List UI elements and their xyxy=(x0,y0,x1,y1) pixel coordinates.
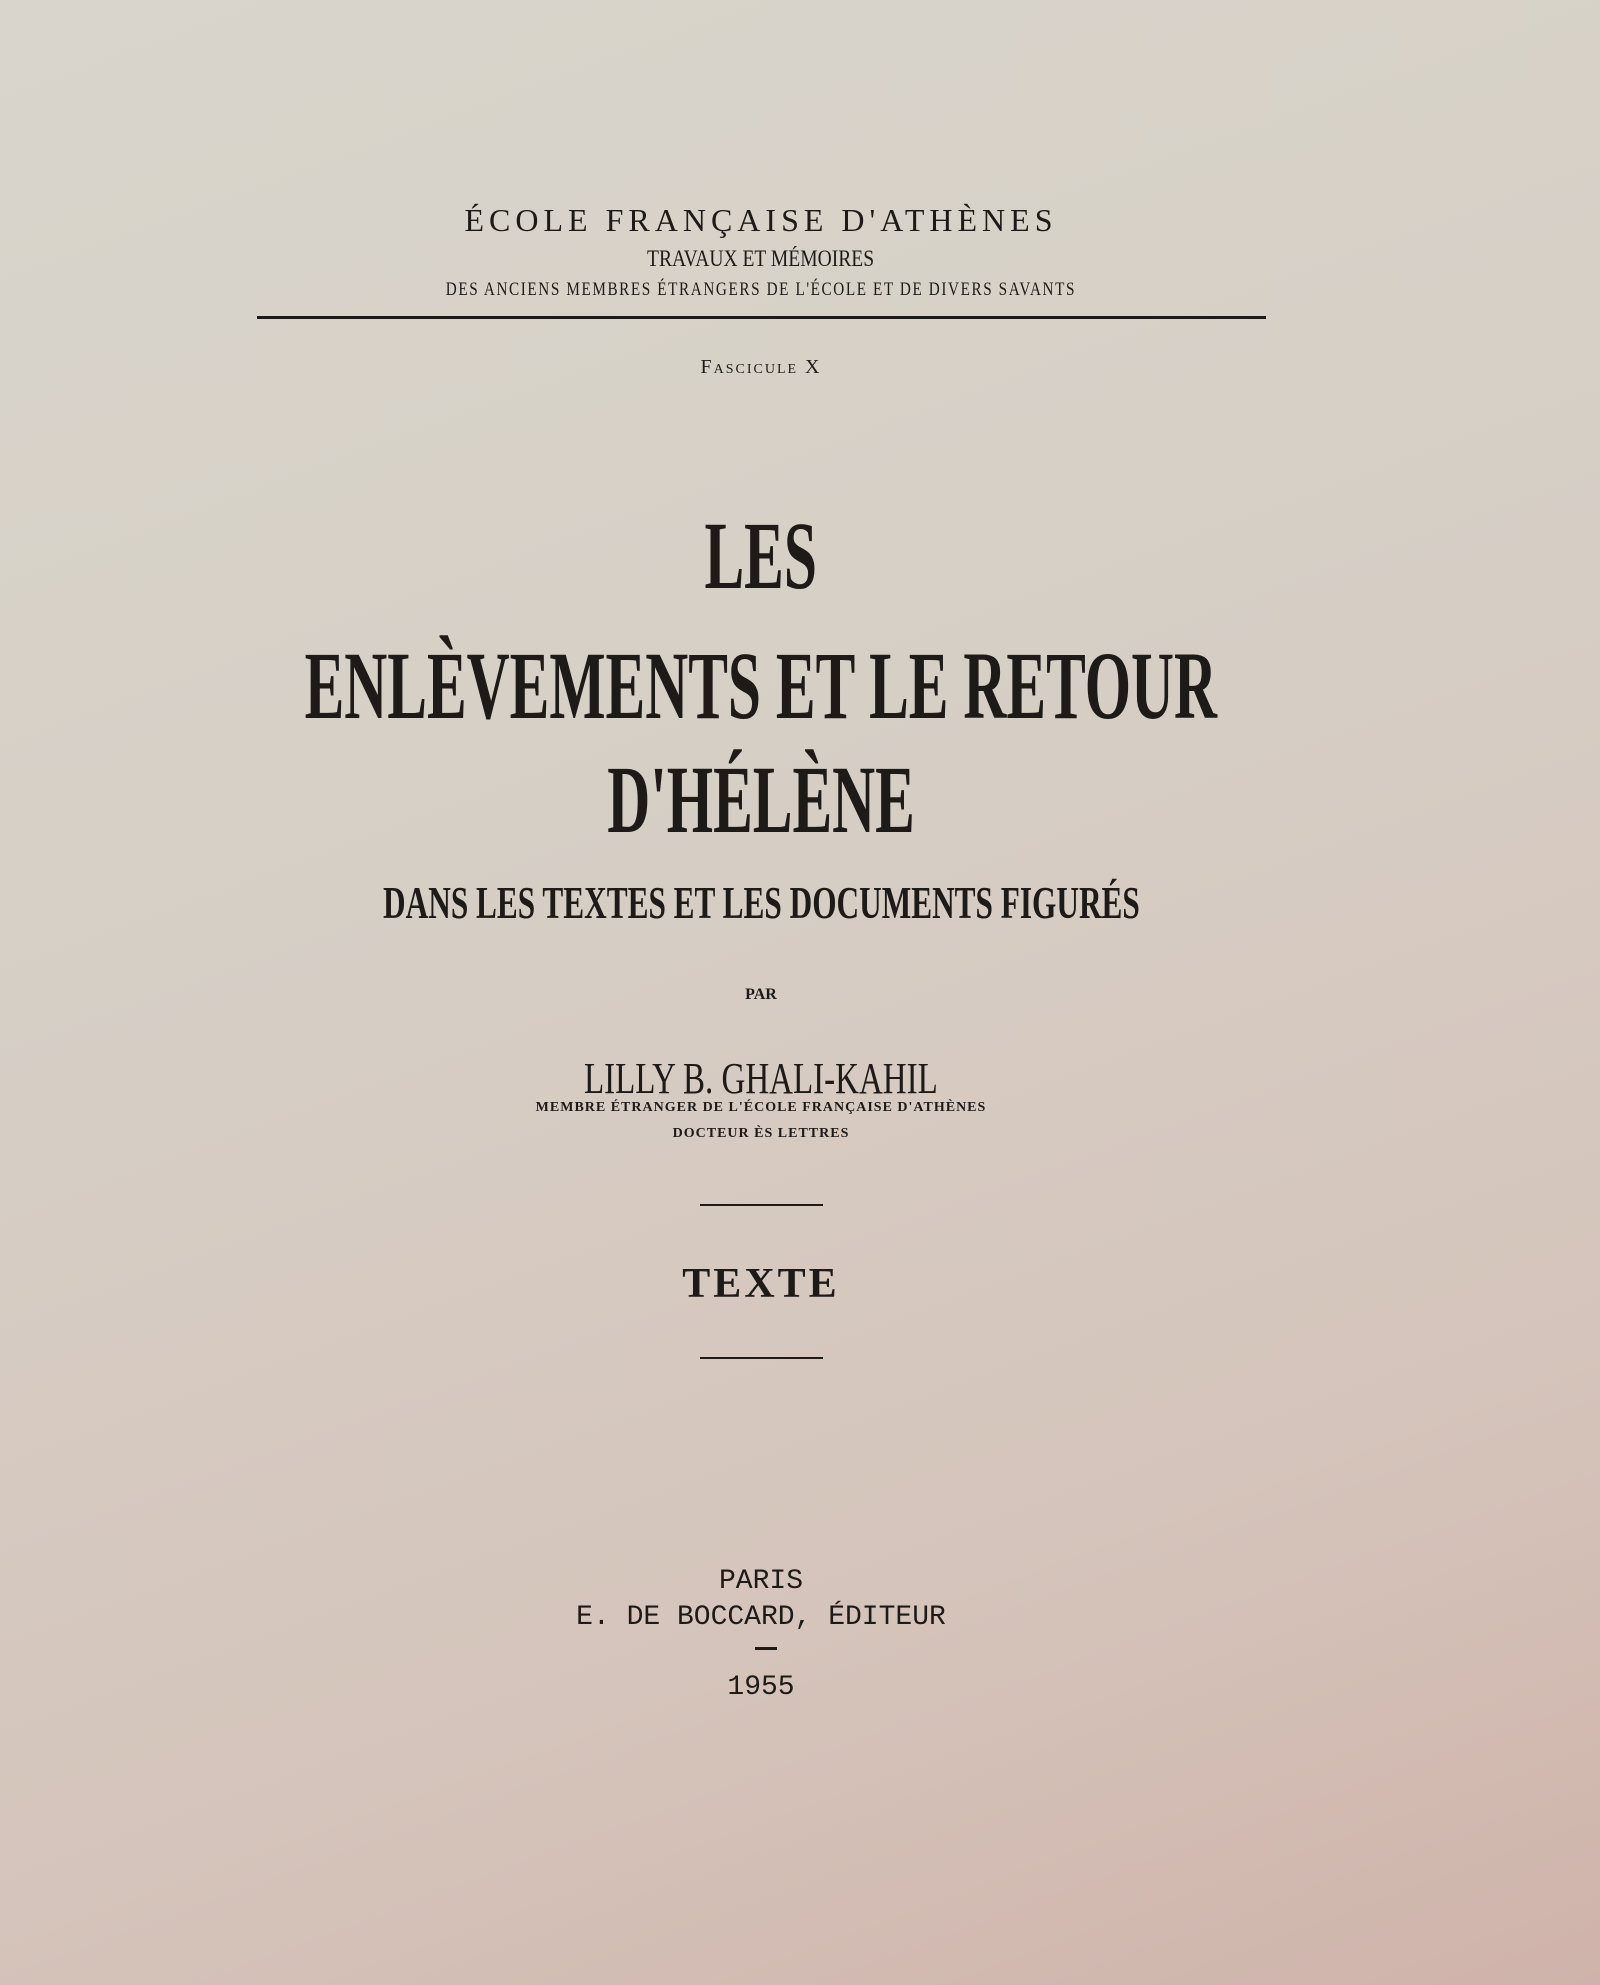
imprint-dash xyxy=(755,1647,777,1650)
title-line-1-text: LES xyxy=(704,502,818,609)
title-line-3 xyxy=(0,744,1522,855)
author-credential-1: MEMBRE ÉTRANGER DE L'ÉCOLE FRANÇAISE D'ATHÈNES xyxy=(535,1100,987,1115)
imprint-publisher: E. DE BOCCARD, ÉDITEUR xyxy=(576,1602,946,1633)
subtitle-text: DANS LES TEXTES ET LES DOCUMENTS FIGURÉS xyxy=(382,877,1140,928)
title-line-3-text: D'HÉLÈNE xyxy=(607,746,915,853)
series-title xyxy=(0,246,1522,272)
series-title-text: TRAVAUX ET MÉMOIRES xyxy=(647,246,875,271)
author-name-text: LILLY B. GHALI-KAHIL xyxy=(584,1054,938,1103)
header-rule xyxy=(257,316,1266,319)
series-subtitle-text: DES ANCIENS MEMBRES ÉTRANGERS DE L'ÉCOLE ET DE DIVERS SAVANTS xyxy=(445,279,1077,300)
by-label: PAR xyxy=(745,986,777,1003)
volume-label: TEXTE xyxy=(682,1261,840,1307)
title-line-2 xyxy=(0,630,1522,741)
author-credential-2: DOCTEUR ÈS LETTRES xyxy=(672,1126,850,1141)
imprint-city: PARIS xyxy=(718,1566,803,1597)
divider-rule-top xyxy=(700,1204,823,1206)
title-line-1 xyxy=(0,500,1522,611)
subtitle xyxy=(0,876,1522,929)
series-subtitle xyxy=(0,279,1522,301)
imprint-year: 1955 xyxy=(727,1672,795,1703)
author-name xyxy=(0,1053,1522,1104)
institution-name: ÉCOLE FRANÇAISE D'ATHÈNES xyxy=(464,202,1058,238)
fascicule-label: Fascicule X xyxy=(700,356,822,378)
title-line-2-text: ENLÈVEMENTS ET LE RETOUR xyxy=(304,632,1218,739)
divider-rule-bottom xyxy=(700,1357,823,1359)
